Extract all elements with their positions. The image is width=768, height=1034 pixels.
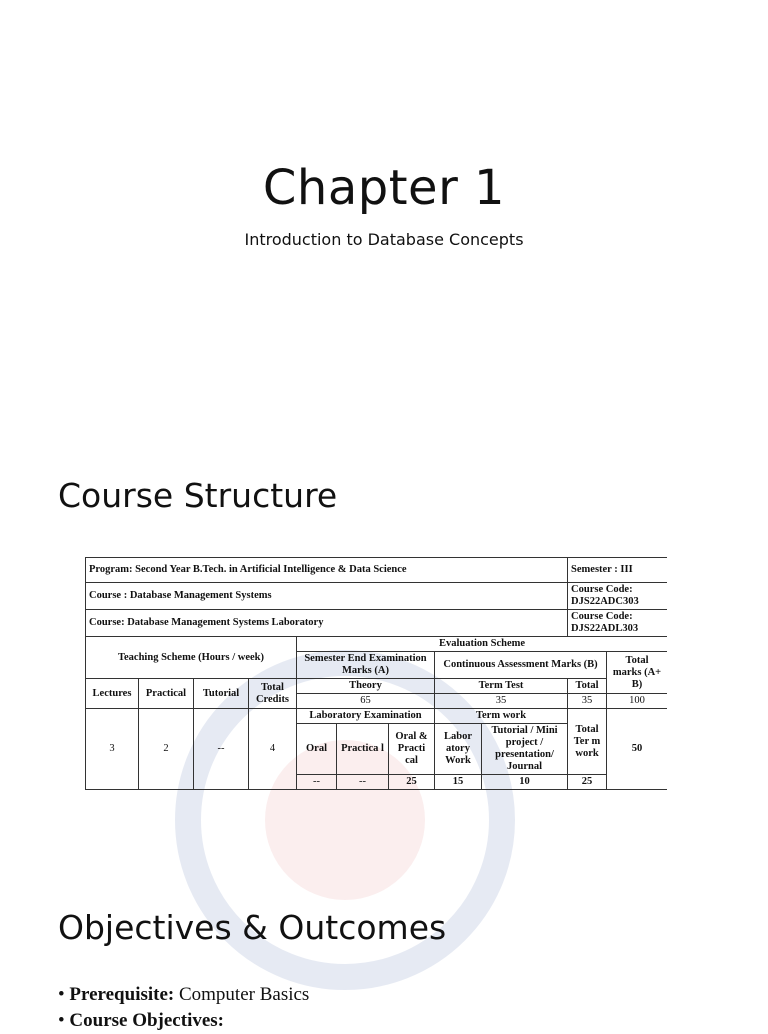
practical-col-header: Practica l: [337, 724, 389, 775]
practical-header: Practical: [139, 679, 194, 709]
bullet-course-objectives: • Course Objectives:: [58, 1010, 225, 1031]
bullet-prerequisite: • Prerequisite: Computer Basics: [58, 984, 310, 1005]
course-structure-table-wrap: [85, 557, 667, 835]
program-cell: Program: Second Year B.Tech. in Artificial Intelligence & Data Science: [86, 558, 568, 583]
code2-cell: Course Code: DJS22ADL303: [568, 610, 667, 637]
objectives-bullets: [58, 982, 309, 1034]
chapter-title: Chapter 1: [262, 160, 506, 216]
course1-cell: Course : Database Management Systems: [86, 583, 568, 610]
lectures-header: Lectures: [86, 679, 139, 709]
lab-exam-header: Laboratory Examination: [297, 709, 435, 724]
course-objectives-label: Course Objectives:: [69, 1010, 225, 1031]
total-credits-header: Total Credits: [249, 679, 297, 709]
total-marks-value: 100: [607, 694, 667, 709]
course-structure-table: [85, 557, 667, 790]
oral-header: Oral: [297, 724, 337, 775]
term-test-header: Term Test: [435, 679, 568, 694]
tutorial-header: Tutorial: [194, 679, 249, 709]
prerequisite-label: Prerequisite:: [69, 984, 175, 1005]
oral-practical-header: Oral & Practi cal: [389, 724, 435, 775]
prerequisite-value: Computer Basics: [178, 984, 310, 1005]
lab-work-header: Labor atory Work: [435, 724, 482, 775]
course-structure-heading: Course Structure: [58, 476, 338, 515]
semester-cell: Semester : III: [568, 558, 667, 583]
lab-work-value: 15: [435, 775, 482, 790]
term-work-header: Term work: [435, 709, 568, 724]
credits-value: 4: [249, 709, 297, 790]
theory-header: Theory: [297, 679, 435, 694]
theory-value: 65: [297, 694, 435, 709]
tutorial-mini-header: Tutorial / Mini project / presentation/ Journal: [482, 724, 568, 775]
course2-cell: Course: Database Management Systems Laboratory: [86, 610, 568, 637]
total-term-work-header: Total Ter m work: [568, 709, 607, 775]
lectures-value: 3: [86, 709, 139, 790]
tutorial-value: --: [194, 709, 249, 790]
evaluation-scheme-header: Evaluation Scheme: [297, 637, 668, 652]
chapter-subtitle: Introduction to Database Concepts: [244, 230, 524, 249]
sem-end-header: Semester End Examination Marks (A): [297, 652, 435, 679]
term-work-total-value: 25: [568, 775, 607, 790]
total-header: Total: [568, 679, 607, 694]
objectives-heading: Objectives & Outcomes: [58, 908, 447, 947]
continuous-header: Continuous Assessment Marks (B): [435, 652, 607, 679]
practical-value: 2: [139, 709, 194, 790]
oral-practical-value: 25: [389, 775, 435, 790]
practical-col-value: --: [337, 775, 389, 790]
total-marks-header: Total marks (A+ B): [607, 652, 667, 694]
total-value: 35: [568, 694, 607, 709]
oral-value: --: [297, 775, 337, 790]
tutorial-mini-value: 10: [482, 775, 568, 790]
code1-cell: Course Code: DJS22ADC303: [568, 583, 667, 610]
teaching-scheme-header: Teaching Scheme (Hours / week): [86, 637, 297, 679]
lab-total-marks-value: 50: [607, 709, 667, 790]
term-test-value: 35: [435, 694, 568, 709]
